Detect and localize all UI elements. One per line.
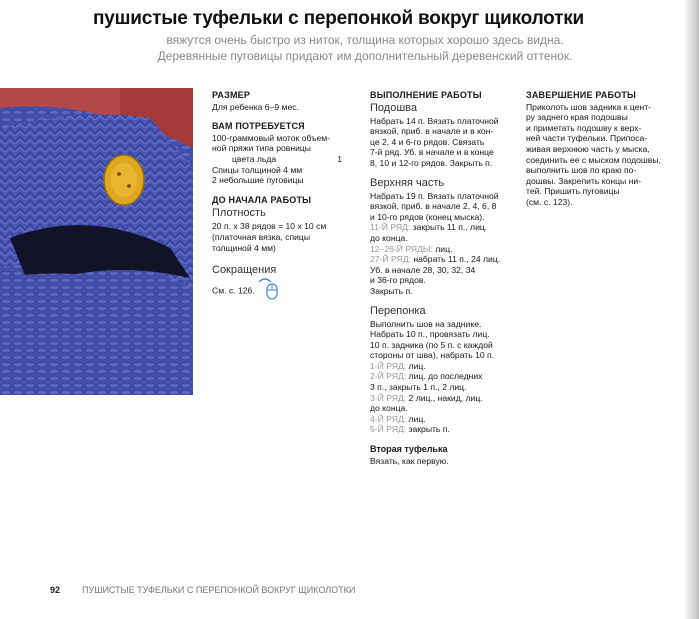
knitted-slipper-photo	[0, 88, 193, 395]
page-footer	[50, 585, 355, 595]
row-label: 5-Й РЯД:	[370, 424, 407, 435]
upper-row-12-26	[370, 244, 512, 255]
strap-line: Набрать 10 п., провязать лиц.	[370, 329, 490, 340]
materials-line-3-text: цвета льда	[232, 153, 277, 164]
finishing-line: ней части туфельки. Припоса-	[526, 133, 648, 144]
sole-line: вязкой, приб. в начале и в кон-	[370, 126, 494, 137]
second-slipper-heading: Вторая туфелька	[370, 444, 448, 455]
second-slipper-text: Вязать, как первую.	[370, 455, 449, 466]
row-text: лиц.	[406, 360, 426, 371]
finishing-line: ру заднего края подошвы	[526, 112, 628, 123]
upper-row-27	[370, 254, 512, 265]
finishing-line: (см. с. 123).	[526, 196, 573, 207]
materials-line-4: Спицы толщиной 4 мм	[212, 164, 303, 175]
strap-subheading: Перепонка	[370, 304, 426, 317]
upper-subheading: Верхняя часть	[370, 176, 445, 189]
strap-line: стороны от шва), набрать 10 п.	[370, 350, 495, 361]
sole-line: 7-й ряд. Уб. в начале и в конце	[370, 147, 494, 158]
finishing-line: дошвы. Закрепить концы ни-	[526, 175, 642, 186]
strap-row-2	[370, 371, 512, 382]
subtitle-line-2: Деревянные пуговицы придают им дополнительный деревенский оттенок.	[157, 49, 573, 63]
upper-line: Уб. в начале 28, 30, 32, 34	[370, 264, 476, 275]
size-text: Для ребенка 6–9 мес.	[212, 101, 299, 112]
upper-row-11-cont: до конца.	[370, 232, 408, 243]
upper-line: и 36-го рядов.	[370, 275, 426, 286]
strap-row-4	[370, 414, 512, 425]
row-text: 2 лиц., накид, лиц.	[406, 392, 483, 403]
column-finishing	[526, 90, 674, 208]
strap-row-2-cont: 3 п., закрыть 1 п., 2 лиц.	[370, 382, 467, 393]
strap-row-3-cont: до конца.	[370, 403, 408, 414]
strap-row-5	[370, 424, 512, 435]
sole-line: це 2, 4 и 6-го рядов. Связать	[370, 136, 485, 147]
size-heading: РАЗМЕР	[212, 90, 251, 100]
abbreviations-subheading: Сокращения	[212, 264, 277, 277]
strap-line: 10 п. задника (по 5 п. с каждой	[370, 339, 493, 350]
column-work	[370, 90, 512, 466]
finishing-line: выполнить шов по краю по-	[526, 165, 637, 176]
row-text: закрыть п.	[406, 424, 450, 435]
density-line-2: (платочная вязка, спицы	[212, 231, 311, 242]
finishing-line: тей. Пришить пуговицы	[526, 186, 620, 197]
row-label: 2-Й РЯД:	[370, 371, 407, 382]
upper-line: Закрыть п.	[370, 285, 413, 296]
work-heading: ВЫПОЛНЕНИЕ РАБОТЫ	[370, 90, 482, 100]
materials-line-1: 100-граммовый моток объем-	[212, 132, 331, 143]
row-label: 27-Й РЯД:	[370, 254, 411, 265]
row-text: лиц.	[432, 243, 453, 254]
materials-line-3-count: 1	[337, 153, 342, 164]
density-subheading: Плотность	[212, 207, 266, 220]
materials-line-5: 2 небольшие пуговицы	[212, 175, 304, 186]
abbreviations-link[interactable]: См. с. 126.	[212, 285, 255, 296]
materials-line-3	[212, 154, 360, 165]
row-label: 1-Й РЯД:	[370, 360, 407, 371]
row-text: закрыть 11 п., лиц.	[410, 222, 488, 233]
finishing-line: Приколоть шов задника к цент-	[526, 101, 652, 112]
row-label: 3-Й РЯД:	[370, 392, 407, 403]
row-label: 4-Й РЯД:	[370, 413, 407, 424]
density-line-3: толщиной 4 мм)	[212, 242, 276, 253]
slipper-illustration	[0, 88, 193, 395]
row-label: 11-Й РЯД:	[370, 222, 411, 233]
running-title: ПУШИСТЫЕ ТУФЕЛЬКИ С ПЕРЕПОНКОЙ ВОКРУГ ЩИКОЛОТКИ	[82, 585, 356, 595]
finishing-line: и приметать подошву к верх-	[526, 122, 642, 133]
strap-row-3	[370, 393, 512, 404]
row-label: 12–26-Й РЯДЫ:	[370, 243, 433, 254]
materials-heading: ВАМ ПОТРЕБУЕТСЯ	[212, 121, 305, 132]
upper-line: и 10-го рядов (конец мыска).	[370, 211, 485, 222]
upper-line: вязкой, приб. в начале 2, 4, 6, 8	[370, 201, 497, 212]
abbreviations-line	[212, 278, 360, 305]
row-text: лиц. до последних	[406, 371, 483, 382]
sole-subheading: Подошва	[370, 101, 417, 114]
upper-line: Набрать 19 п. Вязать платочной	[370, 190, 499, 201]
row-text: лиц.	[406, 413, 426, 424]
upper-row-11	[370, 222, 512, 233]
subtitle-line-1: вяжутся очень быстро из ниток, толщина которых хорошо здесь видна.	[166, 33, 564, 47]
sole-line: Набрать 14 п. Вязать платочной	[370, 115, 499, 126]
finishing-line: соединить ее с мыском подошвы,	[526, 154, 661, 165]
before-start-heading: ДО НАЧАЛА РАБОТЫ	[212, 194, 312, 205]
page-title: пушистые туфельки с перепонкой вокруг щиколотки	[93, 8, 585, 29]
strap-row-1	[370, 361, 512, 372]
column-size-materials	[212, 90, 360, 305]
sole-line: 8, 10 и 12-го рядов. Закрыть п.	[370, 157, 493, 168]
density-line-1: 20 п. х 38 рядов = 10 х 10 см	[212, 221, 327, 232]
mouse-cursor-icon	[257, 278, 283, 305]
finishing-line: живая верхнюю часть у мыска,	[526, 143, 650, 154]
finishing-heading: ЗАВЕРШЕНИЕ РАБОТЫ	[526, 90, 637, 100]
row-text: набрать 11 п., 24 лиц.	[410, 254, 501, 265]
page-number: 92	[50, 585, 61, 595]
materials-line-2: ной пряжи типа ровницы	[212, 143, 311, 154]
page-edge	[685, 0, 699, 619]
strap-line: Выполнить шов на заднике.	[370, 318, 482, 329]
